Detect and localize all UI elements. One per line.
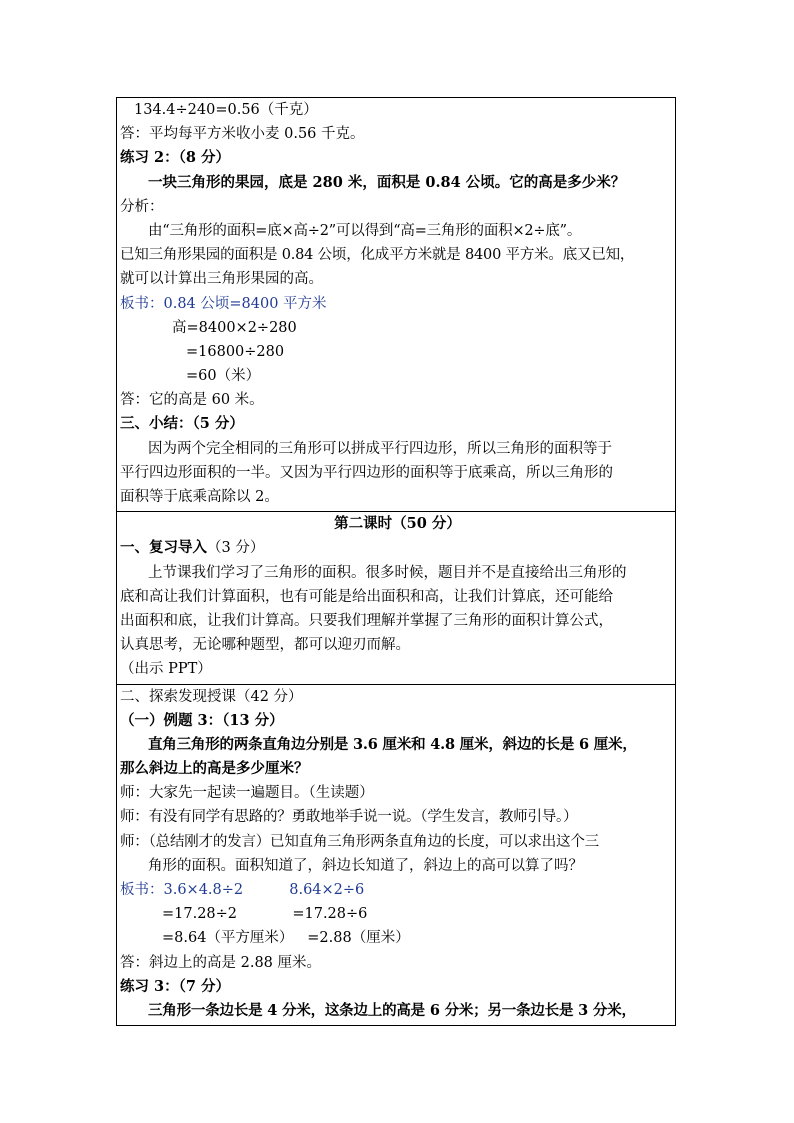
problem-text: 一块三角形的果园，底是 280 米，面积是 0.84 公顷。它的高是多少米？ xyxy=(148,173,626,191)
ppt-note: （出示 PPT） xyxy=(120,661,212,678)
example-problem: 直角三角形的两条直角边分别是 3.6 厘米和 4.8 厘米，斜边的长是 6 厘米， xyxy=(148,735,637,753)
board-calc: =60（米） xyxy=(186,368,261,385)
practice-heading: 练习 2：（8 分） xyxy=(120,149,231,167)
review-text: 上节课我们学习了三角形的面积。很多时候，题目并不是直接给出三角形的 xyxy=(148,564,627,581)
section-practice-2 xyxy=(117,98,675,512)
review-text: 出面积和底，让我们计算高。只要我们理解并掌握了三角形的面积计算公式， xyxy=(120,612,613,629)
board-calc: 高=8400×2÷280 xyxy=(172,319,297,336)
summary-text: 面积等于底乘高除以 2。 xyxy=(120,489,279,505)
board-writing: 板书：3.6×4.8÷2 8.64×2÷6 xyxy=(120,882,365,898)
answer-line: 答：平均每平方米收小麦 0.56 千克。 xyxy=(120,126,365,143)
calc-line: 134.4÷240=0.56（千克） xyxy=(134,102,318,118)
review-heading-score: （3 分） xyxy=(207,540,265,557)
summary-text: 平行四边形面积的一半。又因为平行四边形的面积等于底乘高，所以三角形的 xyxy=(120,464,613,481)
analysis-text: 已知三角形果园的面积是 0.84 公顷，化成平方米就是 8400 平方米。底又已知， xyxy=(120,247,635,264)
answer-line: 答：它的高是 60 米。 xyxy=(120,392,264,409)
teacher-line: 师：（总结刚才的发言）已知直角三角形两条直角边的长度，可以求出这个三 xyxy=(120,833,599,850)
review-text: 底和高让我们计算面积，也有可能是给出面积和高，让我们计算底，还可能给 xyxy=(120,588,613,605)
review-text: 认真思考，无论哪种题型，都可以迎刃而解。 xyxy=(120,637,410,654)
analysis-label: 分析： xyxy=(120,198,164,215)
review-heading-text: 一、复习导入 xyxy=(120,539,207,557)
summary-heading: 三、小结：（5 分） xyxy=(120,415,244,433)
board-calc: =8.64（平方厘米） =2.88（厘米） xyxy=(162,930,410,947)
answer-line: 答：斜边上的高是 2.88 厘米。 xyxy=(120,954,322,971)
explore-heading: 二、探索发现授课（42 分） xyxy=(120,688,303,705)
practice-problem: 三角形一条边长是 4 分米，这条边上的高是 6 分米；另一条边长是 3 分米， xyxy=(148,1001,636,1019)
board-writing: 板书：0.84 公顷=8400 平方米 xyxy=(120,295,327,312)
lesson-plan-table xyxy=(116,97,676,1026)
teacher-line: 角形的面积。面积知道了，斜边长知道了，斜边上的高可以算了吗？ xyxy=(148,857,583,874)
analysis-text: 就可以计算出三角形果园的高。 xyxy=(120,271,323,288)
example-problem: 那么斜边上的高是多少厘米？ xyxy=(120,760,309,778)
section-explore xyxy=(117,685,675,1026)
practice-heading: 练习 3：（7 分） xyxy=(120,977,231,995)
board-calc: =17.28÷2 =17.28÷6 xyxy=(162,906,368,923)
teacher-line: 师：大家先一起读一遍题目。（生读题） xyxy=(120,785,374,802)
teacher-line: 师：有没有同学有思路的？勇敢地举手说一说。（学生发言，教师引导。） xyxy=(120,809,578,826)
example-heading: （一）例题 3：（13 分） xyxy=(120,711,284,729)
board-calc: =16800÷280 xyxy=(186,343,285,360)
review-heading xyxy=(120,536,675,560)
section-second-lesson xyxy=(117,512,675,684)
lesson-title: 第二课时（50 分） xyxy=(334,515,461,533)
summary-text: 因为两个完全相同的三角形可以拼成平行四边形，所以三角形的面积等于 xyxy=(148,440,612,457)
analysis-text: 由“三角形的面积=底×高÷2”可以得到“高=三角形的面积×2÷底”。 xyxy=(148,222,582,239)
